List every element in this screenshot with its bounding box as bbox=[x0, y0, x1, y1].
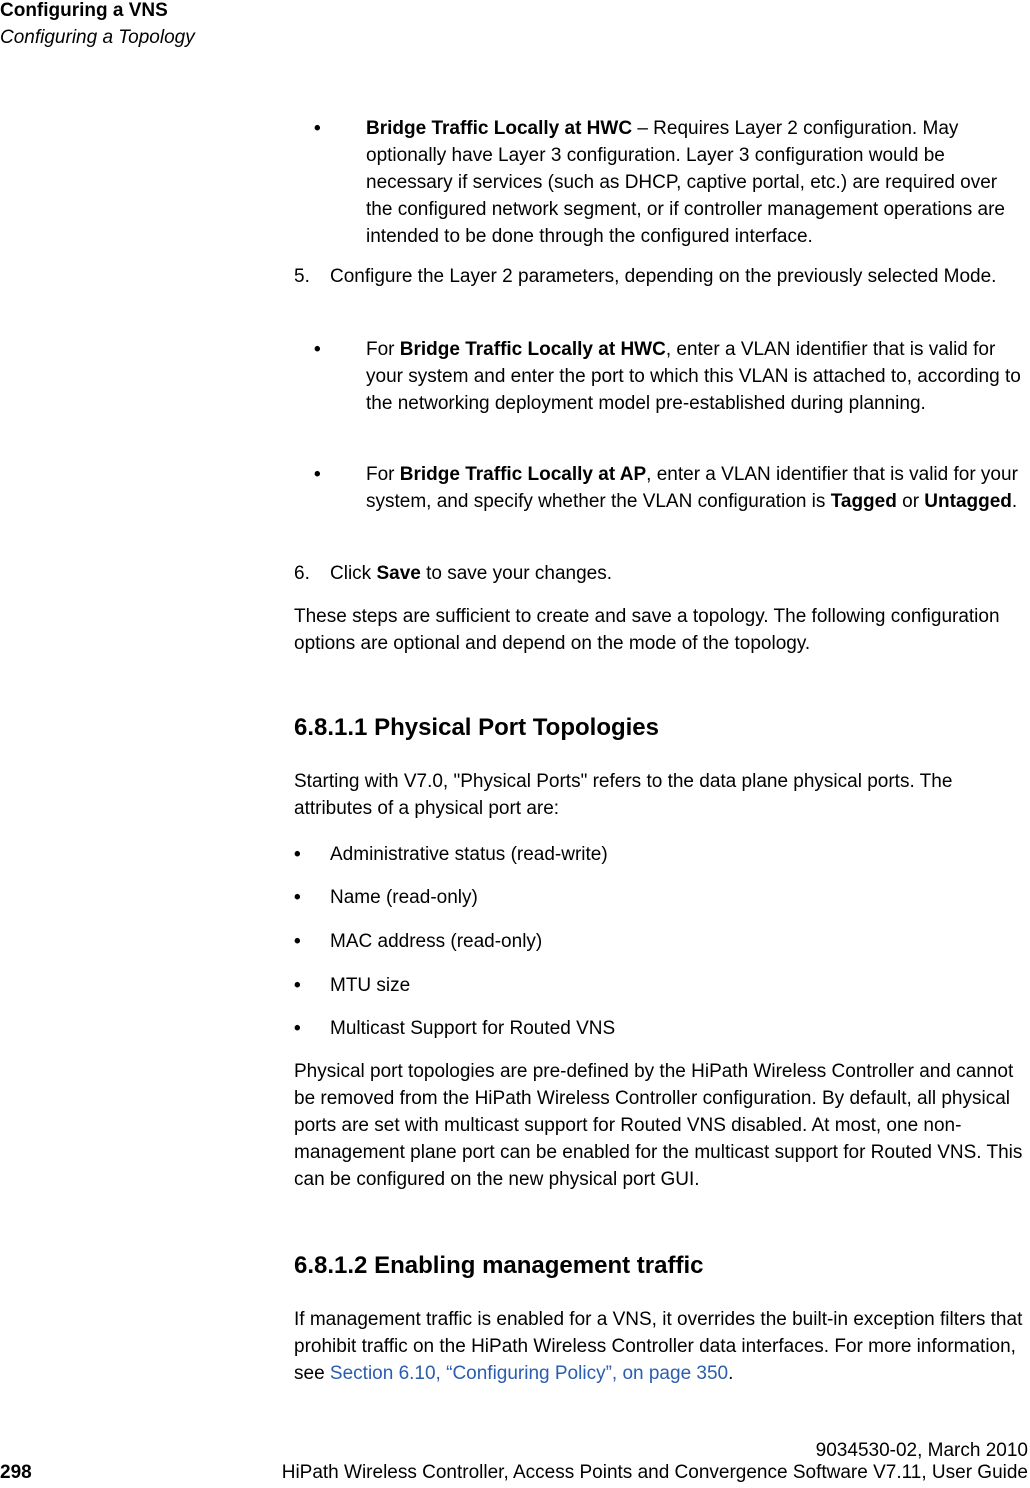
management-traffic-paragraph: If management traffic is enabled for a VNS, it overrides the built-in exception filters that prohibit traffic on the HiPath Wireless Controller data interfaces. For more information, see Section 6.10, “Configuring Policy”, on page 350. bbox=[294, 1309, 1023, 1384]
bullet-text: For Bridge Traffic Locally at HWC, enter a VLAN identifier that is valid for your system and enter the port to which this VLAN is attached to, according to the networking deployment model pre-established during planning. bbox=[366, 339, 1021, 414]
bullet-bridge-hwc-mode bbox=[294, 115, 1028, 250]
bullet-desc: – Requires Layer 2 configuration. May optionally have Layer 3 configuration. Layer 3 configuration would be necessary if services (such as DHCP, captive portal, etc.) are required over the configured network segment, or if controller management operations are intended to be done through the configured interface. bbox=[366, 118, 1005, 247]
step-5 bbox=[294, 263, 1028, 290]
term-bridge-hwc: Bridge Traffic Locally at HWC bbox=[366, 118, 633, 139]
physical-ports-paragraph: Physical port topologies are pre-defined by the HiPath Wireless Controller and cannot be removed from the HiPath Wireless Controller configuration. By default, all physical ports are set with multicast support for Routed VNS disabled. At most, one non-management plane port can be enabled for the multicast support for Routed VNS. This can be configured on the new physical port GUI. bbox=[294, 1061, 1023, 1190]
footer-doc-title: HiPath Wireless Controller, Access Points and Convergence Software V7.11, User Guide bbox=[281, 1462, 1028, 1483]
summary-paragraph: These steps are sufficient to create and save a topology. The following configuration options are optional and depend on the mode of the topology. bbox=[294, 606, 1000, 654]
attribute-list-item: • Name (read-only) bbox=[294, 884, 1028, 911]
bullet-text bbox=[294, 115, 1028, 250]
step-text: Configure the Layer 2 parameters, depending on the previously selected Mode. bbox=[330, 266, 997, 287]
term-untagged: Untagged bbox=[924, 491, 1012, 512]
attribute-list-item: • MTU size bbox=[294, 972, 1028, 999]
bullet-glyph: • bbox=[314, 118, 321, 139]
footer-page-number: 298 bbox=[0, 1462, 32, 1483]
term-bridge-ap: Bridge Traffic Locally at AP bbox=[399, 464, 647, 485]
bullet-glyph: • bbox=[294, 931, 301, 952]
bullet-glyph: • bbox=[294, 844, 301, 865]
cross-reference-link[interactable]: Section 6.10, “Configuring Policy”, on page 350 bbox=[329, 1363, 729, 1384]
attribute-list-item: • MAC address (read-only) bbox=[294, 928, 1028, 955]
bullet-glyph: • bbox=[314, 464, 321, 485]
running-header-section: Configuring a Topology bbox=[0, 27, 195, 48]
bullet-for-bridge-ap bbox=[294, 461, 1028, 515]
bullet-glyph: • bbox=[294, 1018, 301, 1039]
section-heading-management-traffic: 6.8.1.2 Enabling management traffic bbox=[294, 1252, 704, 1279]
section-heading-physical-ports: 6.8.1.1 Physical Port Topologies bbox=[294, 714, 660, 741]
step-text: Click Save to save your changes. bbox=[330, 563, 612, 584]
attribute-list-item: • Multicast Support for Routed VNS bbox=[294, 1015, 1028, 1042]
term-tagged: Tagged bbox=[830, 491, 897, 512]
running-header-chapter: Configuring a VNS bbox=[0, 0, 168, 21]
step-6 bbox=[294, 560, 1028, 587]
step-number: 6. bbox=[294, 563, 310, 584]
physical-ports-intro: Starting with V7.0, "Physical Ports" refers to the data plane physical ports. The attributes of a physical port are: bbox=[294, 771, 953, 819]
bullet-glyph: • bbox=[294, 975, 301, 996]
footer-doc-id: 9034530-02, March 2010 bbox=[815, 1440, 1028, 1461]
step-number: 5. bbox=[294, 266, 310, 287]
bullet-for-bridge-hwc bbox=[294, 336, 1028, 417]
bullet-glyph: • bbox=[314, 339, 321, 360]
attribute-list-item: • Administrative status (read-write) bbox=[294, 841, 1028, 868]
bullet-text: For Bridge Traffic Locally at AP, enter a VLAN identifier that is valid for your system, and specify whether the VLAN configuration is Tagged or Untagged. bbox=[366, 464, 1018, 512]
term-bridge-hwc: Bridge Traffic Locally at HWC bbox=[399, 339, 666, 360]
term-save: Save bbox=[376, 563, 421, 584]
bullet-glyph: • bbox=[294, 887, 301, 908]
